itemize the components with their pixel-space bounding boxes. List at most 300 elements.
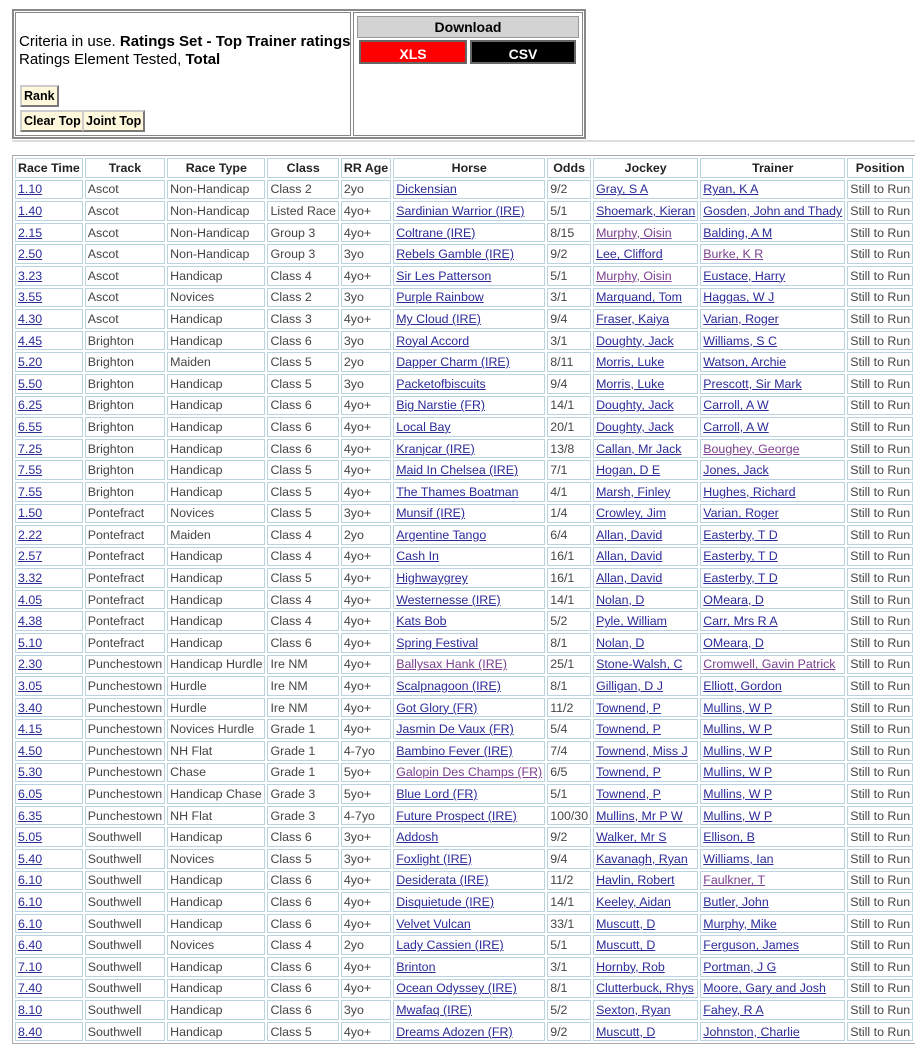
trainer-link[interactable]: Moore, Gary and Josh bbox=[703, 981, 826, 996]
trainer-link[interactable]: Haggas, W J bbox=[703, 290, 775, 305]
cell-position: Still to Run bbox=[847, 849, 913, 869]
cell-jockey bbox=[593, 957, 698, 977]
cell-odds: 9/4 bbox=[547, 374, 591, 394]
table-row bbox=[15, 374, 913, 394]
horse-link[interactable]: Velvet Vulcan bbox=[396, 916, 471, 931]
jockey-link[interactable]: Clutterbuck, Rhys bbox=[596, 981, 694, 996]
jockey-link[interactable]: Murphy, Oisin bbox=[596, 225, 672, 240]
race-time-link[interactable]: 5.10 bbox=[18, 635, 43, 650]
cell-class: Ire NM bbox=[267, 676, 338, 696]
race-time-link[interactable]: 6.40 bbox=[18, 938, 43, 953]
table-row bbox=[15, 1022, 913, 1042]
cell-race-time bbox=[15, 460, 83, 480]
cell-position: Still to Run bbox=[847, 482, 913, 502]
cell-race-type: Handicap bbox=[167, 914, 265, 934]
cell-jockey bbox=[593, 827, 698, 847]
cell-race-time bbox=[15, 201, 83, 221]
race-time-link[interactable]: 2.22 bbox=[18, 527, 43, 542]
cell-rr-age: 2yo bbox=[341, 525, 391, 545]
horse-link[interactable]: Lady Cassien (IRE) bbox=[396, 938, 504, 953]
cell-horse bbox=[393, 504, 545, 524]
jockey-link[interactable]: Shoemark, Kieran bbox=[596, 203, 696, 218]
race-time-link[interactable]: 7.40 bbox=[18, 981, 43, 996]
race-time-link[interactable]: 6.10 bbox=[18, 894, 43, 909]
jockey-link[interactable]: Sexton, Ryan bbox=[596, 1002, 671, 1017]
horse-link[interactable]: Spring Festival bbox=[396, 635, 479, 650]
horse-link[interactable]: Dapper Charm (IRE) bbox=[396, 355, 510, 370]
trainer-link[interactable]: Cromwell, Gavin Patrick bbox=[703, 657, 836, 672]
cell-trainer bbox=[700, 892, 845, 912]
jockey-link[interactable]: Pyle, William bbox=[596, 614, 668, 629]
cell-position: Still to Run bbox=[847, 914, 913, 934]
race-time-link[interactable]: 6.25 bbox=[18, 398, 43, 413]
cell-position: Still to Run bbox=[847, 568, 913, 588]
cell-track: Ascot bbox=[85, 288, 165, 308]
cell-horse bbox=[393, 849, 545, 869]
element-line bbox=[19, 51, 220, 68]
horse-link[interactable]: Local Bay bbox=[396, 419, 451, 434]
cell-rr-age: 4yo+ bbox=[341, 719, 391, 739]
trainer-link[interactable]: Jones, Jack bbox=[703, 463, 769, 478]
horse-link[interactable]: Royal Accord bbox=[396, 333, 470, 348]
trainer-link[interactable]: Fahey, R A bbox=[703, 1002, 764, 1017]
race-time-link[interactable]: 1.50 bbox=[18, 506, 43, 521]
cell-track: Brighton bbox=[85, 482, 165, 502]
cell-odds: 6/4 bbox=[547, 525, 591, 545]
cell-jockey bbox=[593, 1022, 698, 1042]
jockey-link[interactable]: Mullins, Mr P W bbox=[596, 808, 683, 823]
race-time-link[interactable]: 6.55 bbox=[18, 419, 43, 434]
race-time-link[interactable]: 8.40 bbox=[18, 1024, 43, 1039]
jockey-link[interactable]: Walker, Mr S bbox=[596, 830, 667, 845]
race-time-link[interactable]: 2.15 bbox=[18, 225, 43, 240]
jockey-link[interactable]: Nolan, D bbox=[596, 592, 645, 607]
race-time-link[interactable]: 6.10 bbox=[18, 873, 43, 888]
cell-track: Ascot bbox=[85, 201, 165, 221]
jockey-link[interactable]: Marsh, Finley bbox=[596, 484, 671, 499]
jockey-link[interactable]: Townend, P bbox=[596, 722, 661, 737]
trainer-link[interactable]: Mullins, W P bbox=[703, 808, 773, 823]
jockey-link[interactable]: Townend, P bbox=[596, 787, 661, 802]
cell-rr-age: 4-7yo bbox=[341, 741, 391, 761]
cell-trainer bbox=[700, 223, 845, 243]
jockey-link[interactable]: Hornby, Rob bbox=[596, 959, 665, 974]
race-time-link[interactable]: 1.10 bbox=[18, 182, 43, 197]
csv-download-button[interactable]: CSV bbox=[470, 40, 576, 64]
table-row bbox=[15, 223, 913, 243]
table-row bbox=[15, 244, 913, 264]
trainer-link[interactable]: Hughes, Richard bbox=[703, 484, 796, 499]
trainer-link[interactable]: Carr, Mrs R A bbox=[703, 614, 778, 629]
horse-link[interactable]: Sardinian Warrior (IRE) bbox=[396, 203, 525, 218]
cell-race-time bbox=[15, 266, 83, 286]
cell-odds: 25/1 bbox=[547, 655, 591, 675]
jockey-link[interactable]: Havlin, Robert bbox=[596, 873, 675, 888]
horse-link[interactable]: Coltrane (IRE) bbox=[396, 225, 476, 240]
trainer-link[interactable]: Portman, J G bbox=[703, 959, 777, 974]
trainer-link[interactable]: Ellison, B bbox=[703, 830, 755, 845]
table-row bbox=[15, 352, 913, 372]
cell-race-type: Handicap bbox=[167, 439, 265, 459]
cell-race-type: Handicap bbox=[167, 331, 265, 351]
horse-link[interactable]: My Cloud (IRE) bbox=[396, 311, 481, 326]
cell-jockey bbox=[593, 633, 698, 653]
trainer-link[interactable]: Mullins, W P bbox=[703, 787, 773, 802]
cell-position: Still to Run bbox=[847, 935, 913, 955]
jockey-link[interactable]: Doughty, Jack bbox=[596, 398, 674, 413]
table-row bbox=[15, 914, 913, 934]
trainer-link[interactable]: Mullins, W P bbox=[703, 743, 773, 758]
joint-top-button[interactable]: Joint Top bbox=[82, 110, 145, 132]
clear-top-button[interactable]: Clear Top bbox=[20, 110, 85, 132]
cell-track: Pontefract bbox=[85, 590, 165, 610]
race-time-link[interactable]: 5.50 bbox=[18, 376, 43, 391]
horse-link[interactable]: Blue Lord (FR) bbox=[396, 787, 478, 802]
trainer-link[interactable]: Gosden, John and Thady bbox=[703, 203, 843, 218]
header-class: Class bbox=[267, 158, 338, 178]
cell-race-time bbox=[15, 525, 83, 545]
results-table bbox=[12, 155, 915, 1044]
trainer-link[interactable]: Burke, K R bbox=[703, 247, 764, 262]
cell-position: Still to Run bbox=[847, 590, 913, 610]
trainer-link[interactable]: Watson, Archie bbox=[703, 355, 787, 370]
cell-rr-age: 4yo+ bbox=[341, 482, 391, 502]
cell-class: Class 5 bbox=[267, 849, 338, 869]
jockey-link[interactable]: Muscutt, D bbox=[596, 938, 656, 953]
race-time-link[interactable]: 4.05 bbox=[18, 592, 43, 607]
cell-race-time bbox=[15, 568, 83, 588]
trainer-link[interactable]: Easterby, T D bbox=[703, 549, 778, 564]
table-row bbox=[15, 460, 913, 480]
horse-link[interactable]: Kranjcar (IRE) bbox=[396, 441, 475, 456]
cell-jockey bbox=[593, 396, 698, 416]
header-race-time: Race Time bbox=[15, 158, 83, 178]
horse-link[interactable]: Dreams Adozen (FR) bbox=[396, 1024, 513, 1039]
horse-link[interactable]: Mwafaq (IRE) bbox=[396, 1002, 472, 1017]
horse-link[interactable]: Westernesse (IRE) bbox=[396, 592, 501, 607]
cell-class: Class 5 bbox=[267, 568, 338, 588]
jockey-link[interactable]: Muscutt, D bbox=[596, 916, 656, 931]
cell-horse bbox=[393, 180, 545, 200]
cell-race-time bbox=[15, 482, 83, 502]
horse-link[interactable]: Brinton bbox=[396, 959, 436, 974]
horse-link[interactable]: Disquietude (IRE) bbox=[396, 894, 494, 909]
jockey-link[interactable]: Murphy, Oisin bbox=[596, 268, 672, 283]
horse-link[interactable]: Sir Les Patterson bbox=[396, 268, 492, 283]
jockey-link[interactable]: Morris, Luke bbox=[596, 355, 665, 370]
jockey-link[interactable]: Allan, David bbox=[596, 571, 663, 586]
cell-race-time bbox=[15, 655, 83, 675]
race-time-link[interactable]: 5.40 bbox=[18, 851, 43, 866]
header-race-type: Race Type bbox=[167, 158, 265, 178]
trainer-link[interactable]: Johnston, Charlie bbox=[703, 1024, 800, 1039]
table-row bbox=[15, 763, 913, 783]
cell-jockey bbox=[593, 871, 698, 891]
horse-link[interactable]: Dickensian bbox=[396, 182, 457, 197]
cell-position: Still to Run bbox=[847, 504, 913, 524]
cell-odds: 7/1 bbox=[547, 460, 591, 480]
trainer-link[interactable]: Varian, Roger bbox=[703, 311, 779, 326]
jockey-link[interactable]: Callan, Mr Jack bbox=[596, 441, 682, 456]
cell-horse bbox=[393, 655, 545, 675]
trainer-link[interactable]: Carroll, A W bbox=[703, 398, 769, 413]
cell-odds: 100/30 bbox=[547, 806, 591, 826]
jockey-link[interactable]: Kavanagh, Ryan bbox=[596, 851, 688, 866]
trainer-link[interactable]: Murphy, Mike bbox=[703, 916, 777, 931]
cell-odds: 3/1 bbox=[547, 957, 591, 977]
jockey-link[interactable]: Townend, P bbox=[596, 765, 661, 780]
jockey-link[interactable]: Fraser, Kaiya bbox=[596, 311, 670, 326]
cell-race-type: NH Flat bbox=[167, 741, 265, 761]
cell-track: Ascot bbox=[85, 180, 165, 200]
trainer-link[interactable]: Balding, A M bbox=[703, 225, 773, 240]
jockey-link[interactable]: Allan, David bbox=[596, 527, 663, 542]
race-time-link[interactable]: 6.35 bbox=[18, 808, 43, 823]
horse-link[interactable]: Highwaygrey bbox=[396, 571, 468, 586]
race-time-link[interactable]: 3.55 bbox=[18, 290, 43, 305]
table-row bbox=[15, 547, 913, 567]
race-time-link[interactable]: 4.30 bbox=[18, 311, 43, 326]
cell-race-type: Handicap bbox=[167, 590, 265, 610]
trainer-link[interactable]: Eustace, Harry bbox=[703, 268, 786, 283]
cell-race-time bbox=[15, 827, 83, 847]
trainer-link[interactable]: Williams, Ian bbox=[703, 851, 774, 866]
horse-link[interactable]: Galopin Des Champs (FR) bbox=[396, 765, 543, 780]
horse-link[interactable]: Ballysax Hank (IRE) bbox=[396, 657, 508, 672]
cell-rr-age: 4yo+ bbox=[341, 633, 391, 653]
trainer-link[interactable]: Faulkner, T bbox=[703, 873, 766, 888]
jockey-link[interactable]: Stone-Walsh, C bbox=[596, 657, 683, 672]
race-time-link[interactable]: 1.40 bbox=[18, 203, 43, 218]
race-time-link[interactable]: 7.55 bbox=[18, 463, 43, 478]
cell-race-time bbox=[15, 806, 83, 826]
cell-jockey bbox=[593, 504, 698, 524]
cell-track: Ascot bbox=[85, 244, 165, 264]
trainer-link[interactable]: Ferguson, James bbox=[703, 938, 800, 953]
race-time-link[interactable]: 5.05 bbox=[18, 830, 43, 845]
cell-class: Ire NM bbox=[267, 698, 338, 718]
horse-link[interactable]: Argentine Tango bbox=[396, 527, 487, 542]
horse-link[interactable]: Munsif (IRE) bbox=[396, 506, 466, 521]
cell-rr-age: 4yo+ bbox=[341, 914, 391, 934]
race-time-link[interactable]: 8.10 bbox=[18, 1002, 43, 1017]
cell-rr-age: 3yo bbox=[341, 288, 391, 308]
horse-link[interactable]: The Thames Boatman bbox=[396, 484, 519, 499]
horse-link[interactable]: Packetofbiscuits bbox=[396, 376, 486, 391]
cell-rr-age: 4-7yo bbox=[341, 806, 391, 826]
table-row bbox=[15, 741, 913, 761]
horse-link[interactable]: Big Narstie (FR) bbox=[396, 398, 486, 413]
jockey-link[interactable]: Hogan, D E bbox=[596, 463, 661, 478]
cell-trainer bbox=[700, 957, 845, 977]
cell-odds: 9/2 bbox=[547, 827, 591, 847]
cell-position: Still to Run bbox=[847, 266, 913, 286]
cell-position: Still to Run bbox=[847, 676, 913, 696]
cell-race-time bbox=[15, 352, 83, 372]
cell-jockey bbox=[593, 525, 698, 545]
race-time-link[interactable]: 5.20 bbox=[18, 355, 43, 370]
table-row bbox=[15, 849, 913, 869]
cell-position: Still to Run bbox=[847, 244, 913, 264]
horse-link[interactable]: Ocean Odyssey (IRE) bbox=[396, 981, 517, 996]
jockey-link[interactable]: Lee, Clifford bbox=[596, 247, 663, 262]
jockey-link[interactable]: Townend, P bbox=[596, 700, 661, 715]
horse-link[interactable]: Scalpnagoon (IRE) bbox=[396, 679, 501, 694]
jockey-link[interactable]: Nolan, D bbox=[596, 635, 645, 650]
jockey-link[interactable]: Morris, Luke bbox=[596, 376, 665, 391]
race-time-link[interactable]: 4.45 bbox=[18, 333, 43, 348]
horse-link[interactable]: Jasmin De Vaux (FR) bbox=[396, 722, 514, 737]
table-row bbox=[15, 979, 913, 999]
criteria-panel bbox=[12, 9, 586, 139]
cell-race-type: Non-Handicap bbox=[167, 201, 265, 221]
trainer-link[interactable]: Prescott, Sir Mark bbox=[703, 376, 802, 391]
cell-race-time bbox=[15, 914, 83, 934]
race-time-link[interactable]: 2.30 bbox=[18, 657, 43, 672]
race-time-link[interactable]: 3.40 bbox=[18, 700, 43, 715]
race-time-link[interactable]: 6.05 bbox=[18, 787, 43, 802]
jockey-link[interactable]: Crowley, Jim bbox=[596, 506, 667, 521]
cell-horse bbox=[393, 244, 545, 264]
cell-race-type: Handicap bbox=[167, 547, 265, 567]
trainer-link[interactable]: Boughey, George bbox=[703, 441, 800, 456]
cell-position: Still to Run bbox=[847, 979, 913, 999]
cell-class: Group 3 bbox=[267, 244, 338, 264]
cell-position: Still to Run bbox=[847, 180, 913, 200]
cell-trainer bbox=[700, 827, 845, 847]
trainer-link[interactable]: OMeara, D bbox=[703, 592, 764, 607]
cell-jockey bbox=[593, 892, 698, 912]
horse-link[interactable]: Purple Rainbow bbox=[396, 290, 484, 305]
race-time-link[interactable]: 7.55 bbox=[18, 484, 43, 499]
trainer-link[interactable]: Easterby, T D bbox=[703, 571, 778, 586]
cell-race-type: Handicap bbox=[167, 460, 265, 480]
race-time-link[interactable]: 5.30 bbox=[18, 765, 43, 780]
cell-race-time bbox=[15, 849, 83, 869]
cell-rr-age: 4yo+ bbox=[341, 266, 391, 286]
jockey-link[interactable]: Muscutt, D bbox=[596, 1024, 656, 1039]
cell-race-type: Maiden bbox=[167, 352, 265, 372]
cell-position: Still to Run bbox=[847, 439, 913, 459]
xls-download-button[interactable]: XLS bbox=[359, 40, 467, 64]
cell-race-type: Handicap bbox=[167, 957, 265, 977]
horse-link[interactable]: Addosh bbox=[396, 830, 439, 845]
jockey-link[interactable]: Keeley, Aidan bbox=[596, 894, 671, 909]
cell-class: Class 4 bbox=[267, 547, 338, 567]
race-time-link[interactable]: 2.57 bbox=[18, 549, 43, 564]
cell-jockey bbox=[593, 979, 698, 999]
cell-race-type: Handicap Hurdle bbox=[167, 655, 265, 675]
race-time-link[interactable]: 3.23 bbox=[18, 268, 43, 283]
horse-link[interactable]: Cash In bbox=[396, 549, 439, 564]
horse-link[interactable]: Maid In Chelsea (IRE) bbox=[396, 463, 519, 478]
cell-trainer bbox=[700, 1000, 845, 1020]
cell-trainer bbox=[700, 698, 845, 718]
horse-link[interactable]: Foxlight (IRE) bbox=[396, 851, 472, 866]
race-time-link[interactable]: 7.25 bbox=[18, 441, 43, 456]
cell-jockey bbox=[593, 698, 698, 718]
cell-position: Still to Run bbox=[847, 1022, 913, 1042]
trainer-link[interactable]: Mullins, W P bbox=[703, 700, 773, 715]
cell-jockey bbox=[593, 741, 698, 761]
trainer-link[interactable]: Carroll, A W bbox=[703, 419, 769, 434]
cell-trainer bbox=[700, 633, 845, 653]
cell-jockey bbox=[593, 331, 698, 351]
cell-class: Class 6 bbox=[267, 892, 338, 912]
cell-rr-age: 2yo bbox=[341, 935, 391, 955]
trainer-link[interactable]: Ryan, K A bbox=[703, 182, 759, 197]
cell-trainer bbox=[700, 417, 845, 437]
jockey-link[interactable]: Gray, S A bbox=[596, 182, 649, 197]
race-time-link[interactable]: 4.50 bbox=[18, 743, 43, 758]
race-time-link[interactable]: 3.05 bbox=[18, 679, 43, 694]
horse-link[interactable]: Got Glory (FR) bbox=[396, 700, 478, 715]
horse-link[interactable]: Desiderata (IRE) bbox=[396, 873, 489, 888]
table-row bbox=[15, 590, 913, 610]
cell-position: Still to Run bbox=[847, 784, 913, 804]
race-time-link[interactable]: 3.32 bbox=[18, 571, 43, 586]
cell-rr-age: 3yo bbox=[341, 374, 391, 394]
cell-position: Still to Run bbox=[847, 741, 913, 761]
trainer-link[interactable]: Butler, John bbox=[703, 894, 769, 909]
race-time-link[interactable]: 2.50 bbox=[18, 247, 43, 262]
cell-race-time bbox=[15, 633, 83, 653]
jockey-link[interactable]: Doughty, Jack bbox=[596, 419, 674, 434]
header-jockey: Jockey bbox=[593, 158, 698, 178]
race-time-link[interactable]: 7.10 bbox=[18, 959, 43, 974]
cell-horse bbox=[393, 309, 545, 329]
cell-track: Punchestown bbox=[85, 806, 165, 826]
cell-race-time bbox=[15, 892, 83, 912]
cell-position: Still to Run bbox=[847, 288, 913, 308]
cell-position: Still to Run bbox=[847, 547, 913, 567]
race-time-link[interactable]: 6.10 bbox=[18, 916, 43, 931]
cell-trainer bbox=[700, 763, 845, 783]
cell-race-time bbox=[15, 331, 83, 351]
criteria-box bbox=[15, 12, 351, 136]
jockey-link[interactable]: Gilligan, D J bbox=[596, 679, 663, 694]
cell-trainer bbox=[700, 655, 845, 675]
trainer-link[interactable]: Easterby, T D bbox=[703, 527, 778, 542]
jockey-link[interactable]: Allan, David bbox=[596, 549, 663, 564]
trainer-link[interactable]: Mullins, W P bbox=[703, 722, 773, 737]
rank-button[interactable]: Rank bbox=[20, 85, 59, 107]
cell-class: Class 6 bbox=[267, 979, 338, 999]
jockey-link[interactable]: Marquand, Tom bbox=[596, 290, 682, 305]
trainer-link[interactable]: Mullins, W P bbox=[703, 765, 773, 780]
cell-track: Brighton bbox=[85, 374, 165, 394]
table-row bbox=[15, 288, 913, 308]
cell-race-type: Chase bbox=[167, 763, 265, 783]
horse-link[interactable]: Rebels Gamble (IRE) bbox=[396, 247, 514, 262]
jockey-link[interactable]: Townend, Miss J bbox=[596, 743, 688, 758]
trainer-link[interactable]: Varian, Roger bbox=[703, 506, 779, 521]
horse-link[interactable]: Bambino Fever (IRE) bbox=[396, 743, 513, 758]
cell-odds: 5/1 bbox=[547, 201, 591, 221]
cell-odds: 14/1 bbox=[547, 396, 591, 416]
cell-race-type: Handicap bbox=[167, 827, 265, 847]
cell-trainer bbox=[700, 331, 845, 351]
jockey-link[interactable]: Doughty, Jack bbox=[596, 333, 674, 348]
trainer-link[interactable]: Williams, S C bbox=[703, 333, 777, 348]
horse-link[interactable]: Kats Bob bbox=[396, 614, 447, 629]
trainer-link[interactable]: Elliott, Gordon bbox=[703, 679, 782, 694]
race-time-link[interactable]: 4.38 bbox=[18, 614, 43, 629]
trainer-link[interactable]: OMeara, D bbox=[703, 635, 764, 650]
race-time-link[interactable]: 4.15 bbox=[18, 722, 43, 737]
horse-link[interactable]: Future Prospect (IRE) bbox=[396, 808, 517, 823]
cell-position: Still to Run bbox=[847, 525, 913, 545]
